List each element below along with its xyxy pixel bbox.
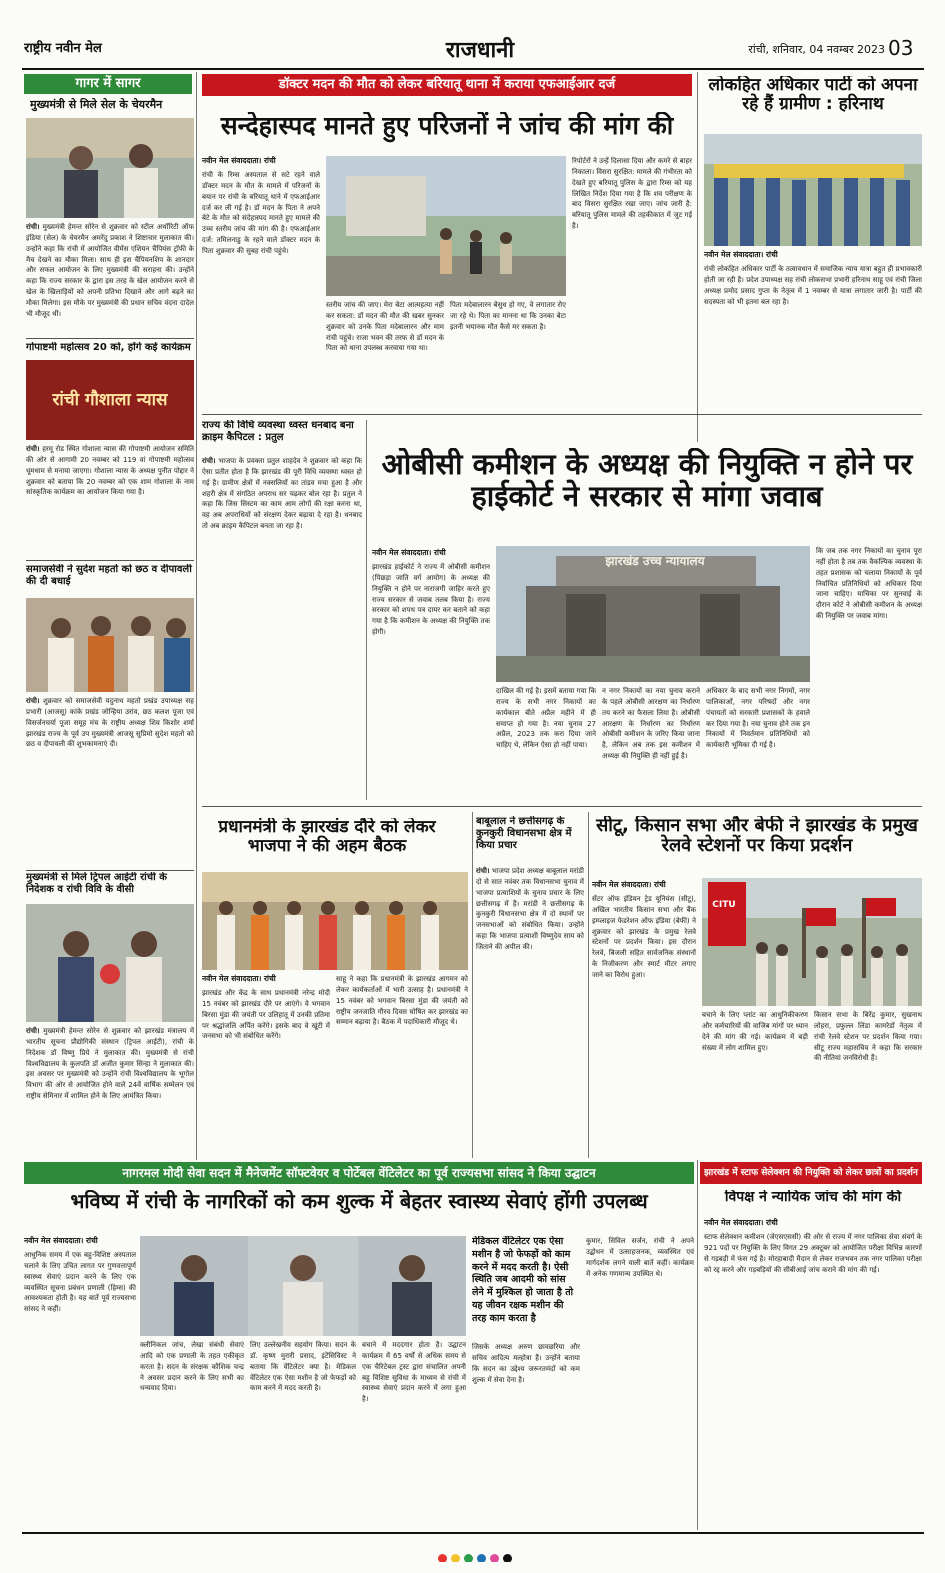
citu-body-1: सेंटर ऑफ इंडियन ट्रेड यूनियंस (सीटू), अखिल भारतीय किसान सभा और बैंक इम्प्लाइज फेडरेशन ऑफ इंडिया (बेफी) ने शुक्रवार को झारखंड के प्रमुख रेलवे स्टेशनों पर प्रदर्शन किया। इस दौरान रेलवे, बिजली सहित सार्वजनिक संस्थानों के निजीकरण और स्मार्ट मीटर लगाए जाने का विरोध हुआ।: [592, 895, 696, 979]
citu-flag-text: CITU: [712, 900, 736, 910]
registration-dot: [490, 1554, 499, 1562]
registration-dot: [464, 1554, 473, 1562]
bottom-body-2: क्लीनिकल जांच, लेखा संबंधी सेवाएं आदि को एक प्रणाली के तहत एकीकृत करता है। सदन के संरक्षक कौशिक चन्द्र ने अवसर प्रदान करने के लिए सभी का धन्यवाद दिया।: [140, 1341, 244, 1393]
hc-photo-sign: झारखंड उच्च न्यायालय: [605, 554, 705, 568]
lead-byline: नवीन मेल संवाददाता। रांची: [202, 156, 276, 165]
pm-photo: [202, 872, 468, 970]
bottom-body-6: कुमार, सिविल सर्जन, रांची ने अपने उद्बोधन में उत्साहजनक, व्यवस्थित एवं मार्गदर्शक लगने वाली बातें कहीं। कार्यक्रम में अनेक गणमान्य उपस्थित थे।: [586, 1237, 694, 1278]
page-number: 03: [888, 36, 914, 60]
divider: [202, 806, 922, 807]
column-rule: [196, 72, 197, 1160]
column-rule: [697, 72, 698, 442]
left-item2-title: गोपाष्टमी महोत्सव 20 को, होंगे कई कार्यक्रम: [26, 342, 191, 353]
crime-body: रांची। भाजपा के प्रवक्ता प्रतुल शाहदेव ने शुक्रवार को कहा कि ऐसा प्रतीत होता है कि झारखंड की पूरी विधि व्यवस्था ध्वस्त हो गई है। ग्रामीण क्षेत्रों में नक्सलियों का तांडव मचा हुआ है और शहरी क्षेत्र में संगठित अपराध सर चढ़कर बोल रहा है। प्रतुल ने कहा कि जिस सिस्टम का काम आम लोगों की रक्षा करना था, वह अब अपराधियों को संरक्षण देकर बढ़ावा दे रहा है। धनबाद तो अब क्राइम कैपिटल बनता जा रहा है।: [202, 457, 362, 531]
hc-body-4: अधिकार के बाद सभी नगर निगमों, नगर पालिकाओं, नगर परिषदों और नगर पंचायतों को सरकारी प्रशासकों के हवाले कर दिया गया है। नया चुनाव होने तक इन निकायों में निवर्तमान प्रतिनिधियों को कार्यकारी भूमिका दी गई है।: [706, 687, 810, 750]
column-rule: [366, 420, 367, 800]
column-rule: [697, 1160, 698, 1530]
bottom-photo: [140, 1236, 466, 1336]
hc-body-2: दाखिल की गई है। इसमें बताया गया कि राज्य के सभी नगर निकायों का कार्यकाल बीते अप्रैल महीने में ही समाप्त हो गया है। नया चुनाव 27 अप्रैल, 2023 तक करा दिया जाने चाहिए थे, लेकिन ऐसा हो नहीं पाया।: [496, 687, 596, 750]
right-bottom-headline: विपक्ष ने न्यायिक जांच की मांग की: [724, 1190, 902, 1205]
bottom-byline: नवीन मेल संवाददाता। रांची: [24, 1236, 98, 1245]
lead-body-2: स्तरीय जांच की जाए। मेरा बेटा आत्महत्या नहीं कर सकता: डॉ मदन की मौत की खबर सुनकर शुक्रवार को उनके पिता मदेबालारन और माम रांची पहुंचे। राजा भवन की तरफ से डॉ मदन के पिता को थाना उपलब्ध करवाया गया था।: [326, 301, 444, 353]
footer-rule: [22, 1532, 924, 1534]
babulal-body: रांची। भाजपा प्रदेश अध्यक्ष बाबूलाल मरांडी दो से सात नवंबर तक विधानसभा चुनाव में भाजपा प्रत्याशियों के चुनाव प्रचार के लिए छत्तीसगढ़ में हैं। मरांडी ने छत्तीसगढ़ के कुनकुरी विधानसभा क्षेत्र में दो स्थानों पर जनसभाओं को संबोधित किया। उन्होंने कहा कि भाजपा प्रत्याशी विष्णुदेव साय को जिताने की अपील की।: [476, 867, 584, 951]
hc-body-5: कि जब तक नगर निकायों का चुनाव पूरा नहीं होता है तब तक वैकल्पिक व्यवस्था के तहत प्रशासक को चलाया निकायों के पूर्व निर्वाचित प्रतिनिधियों को अधिकार दिया जाना चाहिए। याचिका पर सुनवाई के दौरान कोर्ट ने ओबीसी कमीशन के अध्यक्ष की नियुक्ति पर जवाब मांगा।: [816, 547, 922, 621]
left-item3-title: समाजसेवी ने सुदेश महतो को छठ व दीपावली की दी बधाई: [26, 564, 192, 587]
left-item3-body: रांची। शुक्रवार को समाजसेवी यदुनाथ महतो प्रखंड उपाध्यक्ष सह प्रभारी (आजसू) कांके प्रखंड जोन्हिया उरांव, छठ कलश पूजा एवं विसर्जनचर्या पूजा समूह मंच के राष्ट्रीय अध्यक्ष शिव किशोर शर्मा झारखंड राज्य के पूर्व उप मुख्यमंत्री आजसू सुप्रिमो सुदेश महतो को छठ व दीपावली की शुभकामनाएं दी।: [26, 697, 194, 749]
column-rule: [472, 812, 473, 1158]
lead-kicker: डॉक्टर मदन की मौत को लेकर बरियातू थाना में कराया एफआईआर दर्ज: [202, 74, 692, 96]
hc-byline: नवीन मेल संवाददाता। रांची: [372, 548, 446, 557]
divider: [202, 414, 922, 415]
hc-headline: ओबीसी कमीशन के अध्यक्ष की नियुक्ति न होने पर हाईकोर्ट ने सरकार से मांगा जवाब: [381, 448, 913, 514]
section-title: राजधानी: [445, 37, 515, 63]
citu-body-3: किसान सभा के बिरेंद्र कुमार, सुखनाथ लोहरा, प्रफुल्ल लिंडा कामरेडों नेतृत्व में रांची रेलवे स्टेशन पर प्रदर्शन किया गया। सीटू राज्य महासचिव ने कहा कि सरकार की नीतियां जनविरोधी हैं।: [814, 1011, 922, 1063]
header-rule: [22, 68, 924, 70]
lead-body-4: रिपोर्टरों ने उन्हें दिलासा दिया और कमरे से बाहर निकाला। विसरा सुरक्षित: मामले की गंभीरता को देखते हुए बरियातू पुलिस के द्वारा रिम्स को यह लिखित निर्देश दिया गया है कि शव परीक्षण के बाद विसरा सुरक्षित रखा जाए। जांच जारी है: बरियातू पुलिस मामले की तहकीकात में जुट गई है।: [572, 157, 692, 231]
lead-body-3: पिता मदेबालारन बेसुध हो गए, वे लगातार रोए जा रहे थे। पिता का मानना था कि उनका बेटा इतनी भयानक मौत कैसे मर सकता है।: [450, 301, 566, 331]
left-item1-photo: [26, 118, 194, 218]
divider: [26, 870, 194, 871]
bottom-red-strip: झारखंड में स्टाफ सेलेक्शन की नियुक्ति को लेकर छात्रों का प्रदर्शन: [700, 1162, 922, 1184]
citu-byline: नवीन मेल संवाददाता। रांची: [592, 880, 666, 889]
divider: [26, 338, 194, 339]
crime-headline: राज्य की विधि व्यवस्था ध्वस्त धनबाद बना क्राइम कैपिटल : प्रतुल: [202, 420, 354, 443]
lead-headline: सन्देहास्पद मानते हुए परिजनों ने जांच की मांग की: [220, 112, 674, 140]
citu-headline: सीटू, किसान सभा और बेफी ने झारखंड के प्रमुख रेलवे स्टेशनों पर किया प्रदर्शन: [596, 816, 918, 857]
pm-body-1: झारखंड और केंद्र के साथ प्रधानमंत्री नरेन्द्र मोदी 15 नवंबर को झारखंड दौरे पर आएंगे। वे भगवान बिरसा मुंडा की जयंती पर उलिहातू में उनकी प्रतिमा पर श्रद्धांजलि अर्पित करेंगे। इसके बाद वे खूंटी में जनसभा को भी संबोधित करेंगे।: [202, 989, 330, 1041]
babulal-headline: बाबूलाल ने छत्तीसगढ़ के कुनकुरी विधानसभा क्षेत्र में किया प्रचार: [476, 816, 572, 851]
left-column-banner: गागर में सागर: [24, 74, 192, 94]
left-item1-title: मुख्यमंत्री से मिले सेल के चेयरमैन: [30, 98, 163, 111]
right-top-headline: लोकहित अधिकार पार्टी को अपना रहे हैं ग्रामीण : हरिनाथ: [708, 76, 918, 115]
bottom-body-4: बचाने में मददगार होता है। उद्घाटन कार्यक्रम में 65 वर्षों से अधिक समय से एक चैरिटेबल ट्रस्ट द्वारा संचालित अपनी बहु विशिष्ट सुविधा के माध्यम से रांची में स्वास्थ्य सेवाएं प्रदान करने में लगा हुआ है।: [362, 1341, 466, 1404]
bottom-body-3: लिए उल्लेखनीय सहयोग किया। सदन के डॉ. कृष्ण मुरारी प्रसाद, इंटेंसिविस्ट ने बताया कि वेंटिलेटर क्या है। मेडिकल वेंटिलेटर एक ऐसा मशीन है जो फेफड़ों को काम करने में मदद करती है।: [250, 1341, 356, 1393]
right-top-byline: नवीन मेल संवाददाता। रांची: [704, 250, 778, 259]
bottom-body-1: आधुनिक समय में एक बहु-विशिष्ट अस्पताल चलाने के लिए उचित लागत पर गुणवत्तापूर्ण स्वास्थ्य सेवाएं प्रदान करने के लिए एक व्यवस्थित सूचना प्रबंधन प्रणाली (हिम्स) की आवश्यकता होती है। यह बातें पूर्व राज्यसभा सांसद ने कहीं।: [24, 1251, 136, 1314]
left-item4-body: रांची। मुख्यमंत्री हेमन्त सोरेन से शुक्रवार को झारखंड मंत्रालय में भारतीय सूचना प्रौद्योगिकी संस्थान (ट्रिपल आईटी), रांची के निदेशक डॉ विष्णु प्रिये ने मुलाकात की। मुख्यमंत्री से रांची विश्वविद्यालय के कुलपति डॉ अजीत कुमार सिन्हा ने मुलाकात की। इस अवसर पर मुख्यमंत्री को उन्होंने रांची विश्वविद्यालय के भूगोल विभाग की ओर से आयोजित होने वाले 24वें वार्षिक सम्मेलन एवं राष्ट्रीय सेमिनार में शामिल होने के लिए आमंत्रित किया।: [26, 1027, 194, 1101]
right-bottom-body: स्टाफ सेलेक्शन कमीशन (जेएसएससी) की ओर से राज्य में नगर पालिका सेवा संवर्ग के 921 पदों पर नियुक्ति के लिए विगत 29 अक्टूबर को आयोजित परीक्षा विभिन्न कारणों से गड़बड़ी में फंस गई है। मोरहाबादी मैदान से लेकर राजभवन तक नगर पालिका परीक्षा को रद्द करने और गड़बड़ियों की सीबीआई जांच कराने की मांग की गई।: [704, 1233, 922, 1274]
registration-dot: [451, 1554, 460, 1562]
bottom-body-5: जिसके अध्यक्ष अरुण छावछरिया और सचिव आदित्य मल्होत्रा हैं। उन्होंने बताया कि सदन का उद्देश्य जरूरतमंदों को कम शुल्क में सेवा देना है।: [472, 1343, 580, 1384]
citu-photo: [702, 878, 922, 1006]
column-rule: [588, 812, 589, 1158]
left-item2-body: रांची। हरमू रोड स्थित गोशाला न्यास की गोपाष्टमी आयोजन समिति की ओर से आगामी 20 नवम्बर को 119 वां गोपाष्टमी महोत्सव धूमधाम से मनाया जाएगा। गोशाला न्यास के अध्यक्ष पुनीत पोद्दार ने शुक्रवार को बताया कि 20 नवम्बर को एक शाम गोशाला के नाम सांस्कृतिक कार्यक्रम का आयोजन किया गया है।: [26, 445, 194, 497]
right-top-body: रांची लोकहित अधिकार पार्टी के तत्वावधान में समाजिक न्याय यात्रा बहुत ही प्रभावकारी होती जा रही है। प्रदेश उपाध्यक्ष सह रांची लोकसभा प्रभारी हरिनाथ साहू एवं रांची जिला अध्यक्ष प्रमोद प्रसाद गुप्ता के नेतृत्व में 1 नवम्बर से यात्रा लगातार जारी है। पार्टी की सदस्यता को भी इतना बल रहा है।: [704, 265, 922, 306]
registration-dot: [477, 1554, 486, 1562]
pm-byline: नवीन मेल संवाददाता। रांची: [202, 974, 276, 983]
brand-name: राष्ट्रीय नवीन मेल: [24, 41, 102, 56]
registration-dot: [438, 1554, 447, 1562]
registration-dot: [503, 1554, 512, 1562]
gaushala-signboard: रांची गौशाला न्यास: [26, 360, 194, 440]
hc-body-3: न नगर निकायों का नया चुनाव कराने के पहले ओबीसी आरक्षण का निर्धारण तय करने का फैसला लिया है। ओबीसी आरक्षण के निर्धारण का निर्धारण ओबीसी कमीशन के जरिए किया जाना है, लेकिन अब तक इस कमीशन में अध्यक्ष की नियुक्ति ही नहीं हुई है।: [602, 687, 700, 761]
right-bottom-byline: नवीन मेल संवाददाता। रांची: [704, 1218, 778, 1227]
lead-body-1: रांची के रिम्स अस्पताल से सटे रहने वाले डॉक्टर मदन के मौत के मामले में परिजनों के बयान पर रांची के बरियातू थाने में एफआईआर दर्ज कर ली गई है। डॉ मदन के पिता ने अपने बेटे के मौत को संदेहास्पद मानते हुए मामले की उच्च स्तरीय जांच की मांग की है। एफआईआर दर्ज: तमिलनाडु के रहने वाले डॉक्टर मदन के पिता शुक्रवार की सुबह रांची पहुंचे।: [202, 171, 320, 255]
bottom-headline: भविष्य में रांची के नागरिकों को कम शुल्क में बेहतर स्वास्थ्य सेवाएं होंगी उपलब्ध: [70, 1190, 648, 1213]
registration-dots: [410, 1548, 540, 1562]
lead-photo: [326, 156, 566, 296]
divider: [26, 560, 194, 561]
citu-body-2: बचाने के लिए प्लांट का आधुनिकीकरण और कर्मचारियों की वाजिब मांगों पर ध्यान देने की मांग की गई। कार्यक्रम में बड़ी संख्या में लोग शामिल हुए।: [702, 1011, 808, 1052]
bottom-pull-quote: मेडिकल वेंटिलेटर एक ऐसा मशीन है जो फेफड़ों को काम करने में मदद करती है। ऐसी स्थिति जब आदमी को सांस लेने में मुश्किल हो जाता है तो यह जीवन रक्षक मशीन की तरह काम करता है: [472, 1236, 574, 1324]
left-item3-photo: [26, 598, 194, 692]
edition-date: रांची, शनिवार, 04 नवम्बर 2023: [748, 43, 885, 56]
hc-body-1: झारखंड हाईकोर्ट ने राज्य में ओबीसी कमीशन (पिछड़ा जाति वर्ग आयोग) के अध्यक्ष की नियुक्ति न होने पर नाराजगी जाहिर करते हुए राज्य सरकार से जवाब तलब किया है। राज्य सरकार को शपथ पत्र दायर कर बताने को कहा गया है कि कमीशन के अध्यक्ष की नियुक्ति तक होगी।: [372, 563, 490, 637]
right-top-photo: [704, 134, 922, 246]
pm-headline: प्रधानमंत्री के झारखंड दौरे को लेकर भाजपा ने की अहम बैठक: [218, 818, 436, 857]
bottom-green-strip: नागरमल मोदी सेवा सदन में मैनेजमेंट सॉफ्टवेयर व पोर्टेबल वेंटिलेटर का पूर्व राज्यसभा सांसद ने किया उद्घाटन: [24, 1162, 694, 1184]
pm-body-2: साहू ने कहा कि प्रधानमंत्री के झारखंड आगमन को लेकर कार्यकर्ताओं में भारी उत्साह है। प्रधानमंत्री ने 15 नवंबर को भगवान बिरसा मुंडा की जयंती को राष्ट्रीय जनजाति गौरव दिवस घोषित कर झारखंड का सम्मान बढ़ाया है। बैठक में पदाधिकारी मौजूद थे।: [336, 975, 468, 1027]
left-item4-title: मुख्यमंत्री से मिले ट्रिपल आईटी रांची के निदेशक व रांची विवि के वीसी: [26, 872, 167, 895]
left-item4-photo: [26, 904, 194, 1022]
left-item1-body: रांची। मुख्यमंत्री हेमन्त सोरेन से शुक्रवार को स्टील अथॉरिटी ऑफ इंडिया (सेल) के चेयरमैन अमरेंदु प्रकाश ने शिष्टाचार मुलाकात की। उन्होंने कहा कि रांची में आयोजित वीमेंस एशियन चैंपियंस ट्रॉफी के मैच देखने का मौका मिला। साथ ही इस चैंपियनशिप के शानदार और सफल आयोजन के लिए मुख्यमंत्री की सराहना की। उन्होंने कहा कि राज्य सरकार के द्वारा इस तरह के खेल आयोजन करने से खेल के खिलाड़ियों को अपनी प्रतिभा दिखाने और आगे बढ़ने का मौका मिलेगा। इस मौके पर मुख्यमंत्री की प्रधान सचिव वंदना दादेल भी मौजूद थीं।: [26, 223, 194, 318]
